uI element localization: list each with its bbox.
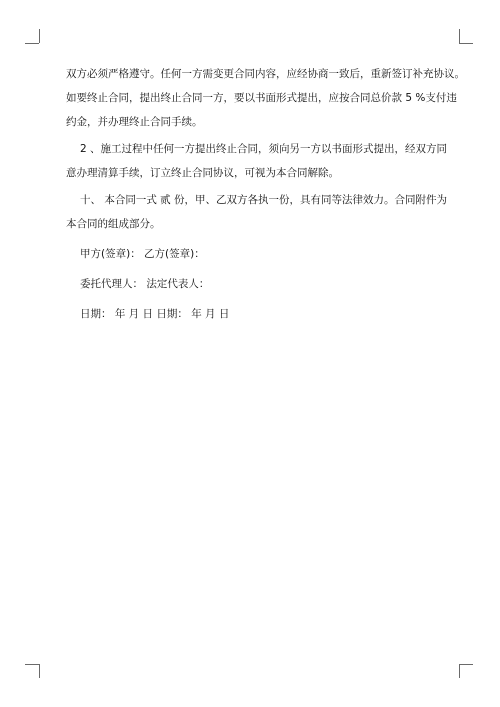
text-line-7: 本合同的组成部分。 bbox=[66, 218, 161, 230]
crop-mark-top-right bbox=[459, 29, 474, 44]
document-body bbox=[66, 64, 465, 325]
signature-line-representatives: 委托代理人： 法定代表人： bbox=[80, 278, 210, 290]
crop-mark-bottom-right bbox=[459, 664, 474, 679]
text-line-1: 双方必须严格遵守。任何一方需变更合同内容，应经协商一致后，重新签订补充协议。 bbox=[66, 68, 465, 80]
text-line-4: 2 、施工过程中任何一方提出终止合同，须向另一方以书面形式提出，经双方同 bbox=[80, 143, 448, 155]
crop-mark-bottom-left bbox=[25, 664, 40, 679]
signature-line-dates: 日期： 年 月 日 日期： 年 月 日 bbox=[80, 308, 230, 320]
signature-line-parties: 甲方(签章)： 乙方(签章)： bbox=[80, 248, 205, 260]
text-line-6: 十、 本合同一式 贰 份，甲、乙双方各执一份，具有同等法律效力。合同附件为 bbox=[80, 194, 448, 206]
text-line-5: 意办理清算手续，订立终止合同协议，可视为本合同解除。 bbox=[66, 167, 339, 179]
text-line-2: 如要终止合同，提出终止合同一方，要以书面形式提出，应按合同总价款 5 %支付违 bbox=[66, 92, 457, 104]
text-line-3: 约金，并办理终止合同手续。 bbox=[66, 116, 203, 128]
crop-mark-top-left bbox=[25, 29, 40, 44]
